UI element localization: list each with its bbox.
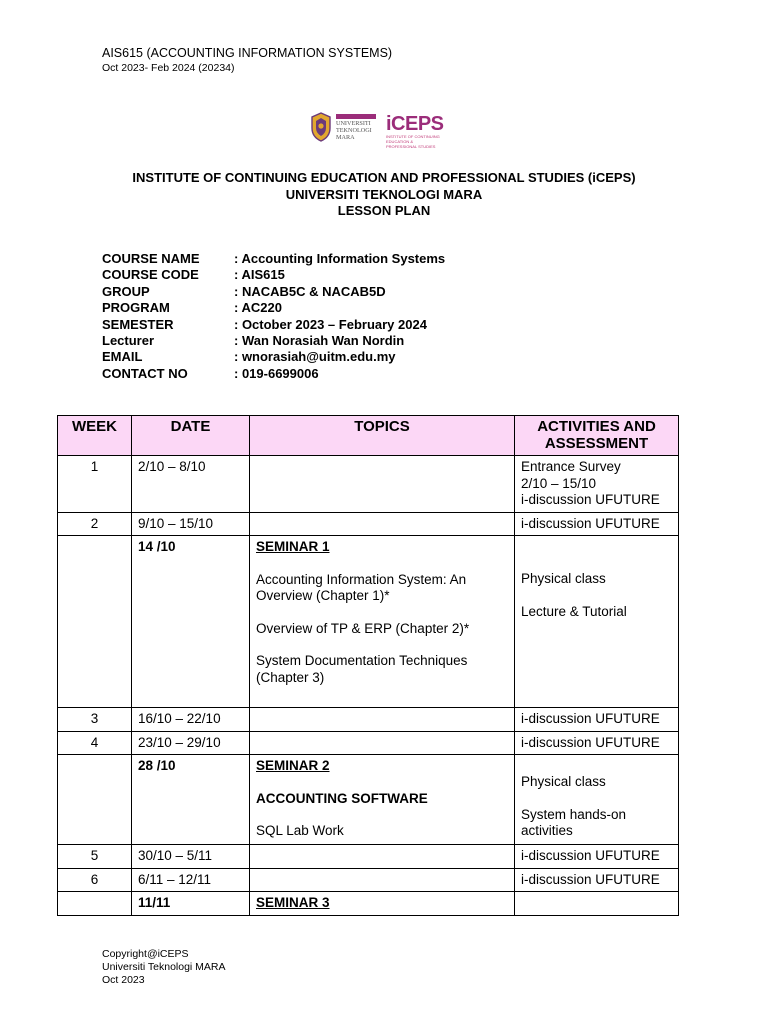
seminar-title: SEMINAR 1 — [256, 539, 330, 554]
topics-cell — [250, 892, 515, 916]
activities-cell: i-discussion UFUTURE — [515, 512, 679, 536]
info-value: : AIS615 — [234, 267, 285, 283]
info-label: CONTACT NO — [102, 365, 188, 381]
table-row — [58, 708, 679, 732]
iceps-wordmark: iCEPS — [386, 113, 444, 135]
uitm-wordmark-2: TEKNOLOGI — [336, 127, 372, 134]
topic-line: SQL Lab Work — [256, 823, 344, 838]
week-cell — [58, 755, 132, 845]
activity-line: 2/10 – 15/10 — [521, 475, 597, 491]
header-date: DATE — [132, 416, 250, 456]
table-row — [58, 456, 679, 513]
week-cell: 3 — [58, 708, 132, 732]
lesson-plan-table — [57, 415, 679, 916]
date-cell: 6/11 – 12/11 — [132, 868, 250, 892]
activities-cell: i-discussion UFUTURE — [515, 845, 679, 869]
info-row — [102, 251, 445, 267]
topic-line: System Documentation Techniques (Chapter 3) — [256, 653, 468, 685]
seminar-date-cell: 11/11 — [132, 892, 250, 916]
iceps-tagline: INSTITUTE OF CONTINUING EDUCATION & PROFESSIONAL STUDIES — [386, 134, 440, 149]
topics-cell — [250, 708, 515, 732]
info-row — [102, 317, 445, 333]
activity-line: Physical class — [521, 571, 606, 586]
topic-line: Overview of TP & ERP (Chapter 2)* — [256, 620, 470, 636]
info-value: : October 2023 – February 2024 — [234, 316, 427, 332]
seminar-row — [58, 755, 679, 845]
seminar-date-cell: 28 /10 — [132, 755, 250, 845]
activity-line: System hands-on activities — [521, 806, 627, 838]
info-row — [102, 349, 445, 365]
footer-date: Oct 2023 — [102, 974, 145, 986]
date-cell: 16/10 – 22/10 — [132, 708, 250, 732]
activity-line: i-discussion UFUTURE — [521, 492, 660, 507]
info-label: EMAIL — [102, 349, 143, 365]
info-value: : AC220 — [234, 300, 282, 316]
topics-cell — [250, 456, 515, 513]
topics-cell — [250, 536, 515, 708]
info-label: SEMESTER — [102, 316, 174, 332]
topics-cell — [250, 731, 515, 755]
uitm-banner — [336, 114, 376, 119]
header-week: WEEK — [58, 416, 132, 456]
info-label: COURSE CODE — [102, 267, 199, 283]
uitm-crest-icon — [310, 112, 332, 142]
header-activities: ACTIVITIES AND ASSESSMENT — [515, 416, 679, 456]
activities-cell: i-discussion UFUTURE — [515, 731, 679, 755]
iceps-logo — [386, 114, 444, 149]
week-cell: 5 — [58, 845, 132, 869]
info-label: COURSE NAME — [102, 251, 200, 266]
seminar-title: SEMINAR 3 — [256, 895, 330, 910]
info-row — [102, 366, 445, 382]
activity-line: Lecture & Tutorial — [521, 603, 627, 619]
date-cell: 2/10 – 8/10 — [132, 456, 250, 513]
title-institute: INSTITUTE OF CONTINUING EDUCATION AND PROFESSIONAL STUDIES (iCEPS) — [132, 170, 636, 185]
seminar-subheading: ACCOUNTING SOFTWARE — [256, 790, 428, 806]
info-value: : 019-6699006 — [234, 365, 319, 381]
activities-cell — [515, 536, 679, 708]
info-row — [102, 284, 445, 300]
topics-cell — [250, 755, 515, 845]
uitm-wordmark-3: MARA — [336, 134, 355, 141]
table-row — [58, 868, 679, 892]
footer-university: Universiti Teknologi MARA — [102, 961, 226, 973]
week-cell: 2 — [58, 512, 132, 536]
info-row — [102, 267, 445, 283]
table-row — [58, 845, 679, 869]
header-topics: TOPICS — [250, 416, 515, 456]
info-label: PROGRAM — [102, 300, 170, 316]
topics-cell — [250, 868, 515, 892]
footer-copyright: Copyright@iCEPS — [102, 948, 189, 960]
activities-cell — [515, 456, 679, 513]
info-label: Lecturer — [102, 333, 155, 349]
table-header-row — [58, 416, 679, 456]
seminar-row — [58, 892, 679, 916]
info-row — [102, 300, 445, 316]
title-university: UNIVERSITI TEKNOLOGI MARA — [285, 186, 483, 202]
seminar-row — [58, 536, 679, 708]
date-cell: 30/10 – 5/11 — [132, 845, 250, 869]
topics-cell — [250, 845, 515, 869]
session-header: Oct 2023- Feb 2024 (20234) — [102, 62, 235, 74]
week-cell: 4 — [58, 731, 132, 755]
table-row — [58, 512, 679, 536]
logo-bar — [310, 112, 450, 152]
activities-cell — [515, 755, 679, 845]
activity-line: Physical class — [521, 774, 606, 789]
info-value: : wnorasiah@uitm.edu.my — [234, 349, 396, 365]
seminar-date-cell: 14 /10 — [132, 536, 250, 708]
topic-line: Accounting Information System: An Overview (Chapter 1)* — [256, 571, 467, 603]
date-cell: 23/10 – 29/10 — [132, 731, 250, 755]
footer — [102, 948, 226, 987]
week-cell: 1 — [58, 456, 132, 513]
topics-cell — [250, 512, 515, 536]
week-cell — [58, 536, 132, 708]
activities-cell — [515, 892, 679, 916]
info-label: GROUP — [102, 283, 150, 299]
document-title — [0, 170, 768, 220]
info-value: : Accounting Information Systems — [234, 251, 446, 266]
seminar-title: SEMINAR 2 — [256, 758, 330, 773]
activity-line: Entrance Survey — [521, 459, 621, 474]
week-cell: 6 — [58, 868, 132, 892]
week-cell — [58, 892, 132, 916]
info-row — [102, 333, 445, 349]
course-header: AIS615 (ACCOUNTING INFORMATION SYSTEMS) — [102, 46, 393, 60]
info-value: : NACAB5C & NACAB5D — [234, 283, 386, 299]
activities-cell: i-discussion UFUTURE — [515, 868, 679, 892]
uitm-wordmark-1: UNIVERSITI — [336, 120, 371, 127]
date-cell: 9/10 – 15/10 — [132, 512, 250, 536]
title-lesson-plan: LESSON PLAN — [337, 203, 431, 218]
activities-cell: i-discussion UFUTURE — [515, 708, 679, 732]
uitm-logo — [310, 112, 376, 142]
course-info — [102, 251, 445, 382]
info-value: : Wan Norasiah Wan Nordin — [234, 333, 405, 349]
table-row — [58, 731, 679, 755]
